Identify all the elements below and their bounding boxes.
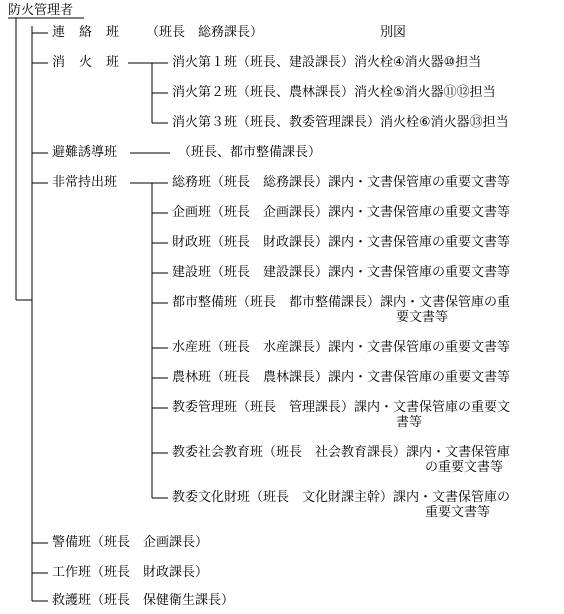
child-text-3-7-line-0: 教委管理班（班長 管理課長）課内・文書保管庫の重要文 <box>172 400 511 415</box>
child-text-1-2-line-0: 消火第３班（班長、教委管理課長）消火栓⑥消火器⑬担当 <box>172 115 509 130</box>
child-text-3-8-line-0: 教委社会教育班（班長 社会教育課長）課内・文書保管庫 <box>172 445 511 460</box>
child-text-3-6-line-0: 農林班（班長 農林課長）課内・文書保管庫の重要文書等 <box>172 370 511 385</box>
child-text-1-0-line-0: 消火第１班（班長、建設課長）消火栓④消火器⑩担当 <box>172 55 482 70</box>
root-title: 防火管理者 <box>8 3 74 18</box>
child-text-3-4-line-0: 都市整備班（班長 都市整備課長）課内・文書保管庫の重 <box>172 295 511 310</box>
child-text-3-5-line-0: 水産班（班長 水産課長）課内・文書保管庫の重要文書等 <box>172 340 511 355</box>
child-text-3-9-line-1: 重要文書等 <box>425 505 491 520</box>
child-text-3-4-line-1: 要文書等 <box>396 310 449 325</box>
group-label-0-char: 絡 <box>79 25 93 40</box>
group-label-0-char: 連 <box>52 25 66 40</box>
group-right-note-0: 別図 <box>380 25 407 40</box>
group-label-5: 工作班（班長 財政課長） <box>52 565 209 580</box>
group-label-0-char: 班 <box>106 25 120 40</box>
child-text-1-1-line-0: 消火第２班（班長、農林課長）消火栓⑤消火器⑪⑫担当 <box>172 85 496 100</box>
group-label-1-char: 火 <box>79 55 93 70</box>
child-text-3-8-line-1: の重要文書等 <box>425 460 504 475</box>
group-label-1-char: 班 <box>106 55 120 70</box>
child-text-3-1-line-0: 企画班（班長 企画課長）課内・文書保管庫の重要文書等 <box>172 205 511 220</box>
group-label-1 <box>52 55 119 70</box>
group-label-4: 警備班（班長 企画課長） <box>52 535 209 550</box>
group-note-0: （班長 総務課長） <box>146 25 264 40</box>
child-text-3-7-line-1: 書等 <box>396 415 423 430</box>
group-label-2: 避難誘導班 <box>52 145 118 160</box>
group-label-3: 非常持出班 <box>52 175 118 190</box>
group-label-1-char: 消 <box>52 55 66 70</box>
child-text-3-2-line-0: 財政班（班長 財政課長）課内・文書保管庫の重要文書等 <box>172 235 511 250</box>
group-label-6: 救護班（班長 保健衛生課長） <box>52 593 235 608</box>
group-detail-2: （班長、都市整備課長） <box>178 145 322 160</box>
group-label-0 <box>52 25 119 40</box>
child-text-3-0-line-0: 総務班（班長 総務課長）課内・文書保管庫の重要文書等 <box>172 175 511 190</box>
child-text-3-3-line-0: 建設班（班長 建設課長）課内・文書保管庫の重要文書等 <box>172 265 511 280</box>
child-text-3-9-line-0: 教委文化財班（班長 文化財課主幹）課内・文書保管庫の <box>172 490 511 505</box>
